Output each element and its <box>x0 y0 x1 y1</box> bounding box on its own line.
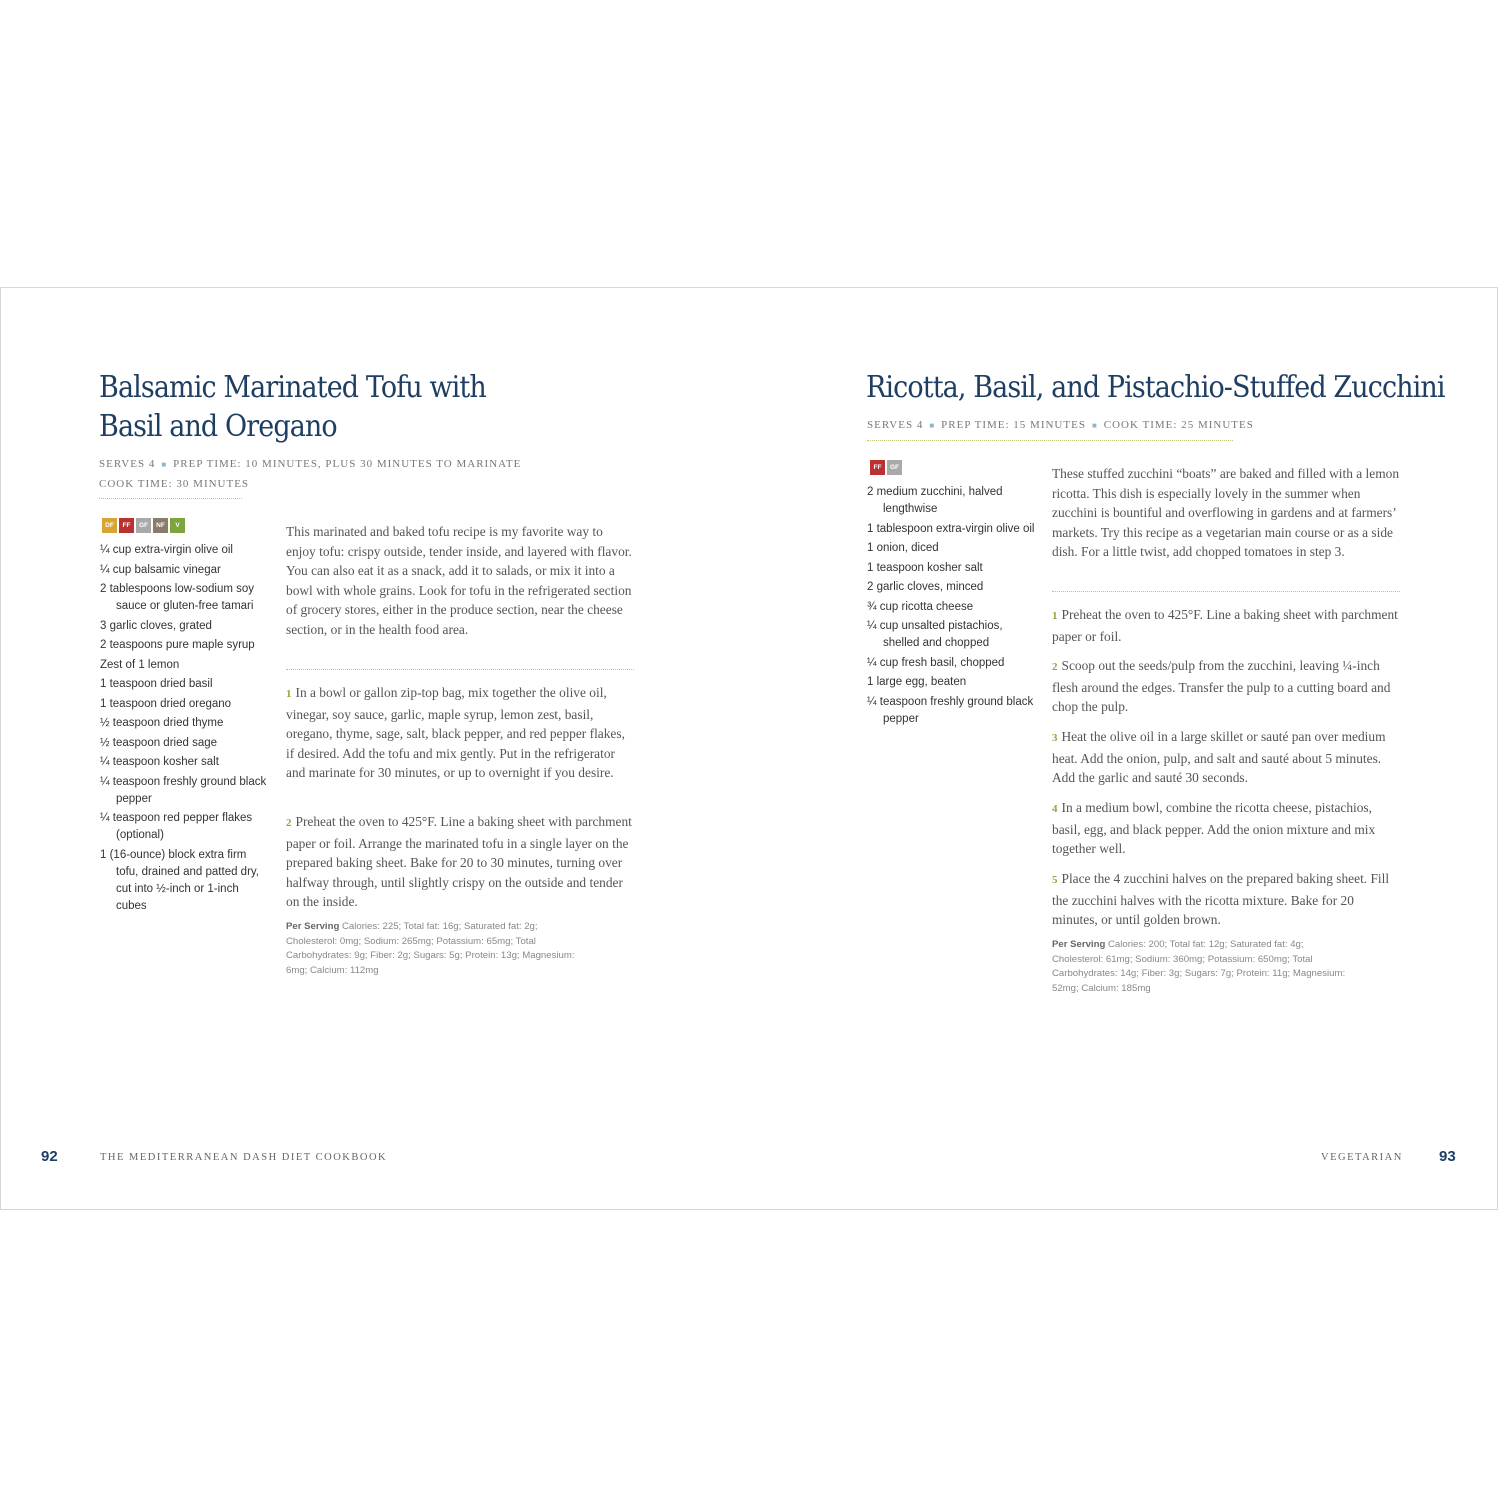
left-diet-tags <box>102 518 185 533</box>
step-number: 1 <box>1052 610 1058 622</box>
right-intro-rule <box>1052 591 1400 592</box>
left-step-1 <box>286 683 634 783</box>
step-text: Heat the olive oil in a large skillet or sauté pan over medium heat. Add the onion, pulp, and salt and sauté about 5 minutes. Add the garlic and sauté 30 seconds. <box>1052 729 1386 785</box>
right-serves: SERVES 4 <box>867 419 924 431</box>
right-ingredient-list <box>867 484 1037 730</box>
diet-tag-freezer-friendly: FF <box>870 460 885 475</box>
ingredient-item: ¼ teaspoon freshly ground black pepper <box>867 695 1034 725</box>
nutrition-label: Per Serving <box>286 921 340 932</box>
step-number: 5 <box>1052 874 1058 886</box>
left-recipe-title <box>99 368 486 446</box>
ingredient-item: 1 large egg, beaten <box>867 676 967 688</box>
ingredient-item: Zest of 1 lemon <box>100 658 180 671</box>
diet-tag-gluten-free: GF <box>136 518 151 533</box>
ingredient-item: ¼ cup fresh basil, chopped <box>867 656 1005 669</box>
ingredient-item: 3 garlic cloves, grated <box>100 619 212 632</box>
right-recipe-meta <box>867 416 1254 436</box>
diet-tag-dairy-free: DF <box>102 518 117 533</box>
left-title-line-2: Basil and Oregano <box>99 409 337 444</box>
nutrition-label: Per Serving <box>1052 939 1106 950</box>
left-ingredient-list <box>100 542 270 917</box>
step-text: Preheat the oven to 425°F. Line a baking sheet with parchment paper or foil. Arrange the marinated tofu in a single layer on the prepared baking sheet. Bake for 20 to 30 minutes, turning over halfway through, until slightly crispy on the outside and tender on the inside. <box>286 814 632 909</box>
right-step-4 <box>1052 798 1400 859</box>
ingredient-item: 1 (16-ounce) block extra firm tofu, drained and patted dry, cut into ½-inch or 1-inch cubes <box>100 848 259 912</box>
ingredient-item: ¼ teaspoon red pepper flakes (optional) <box>100 812 253 841</box>
ingredient-item: ½ teaspoon dried thyme <box>100 717 224 729</box>
ingredient-item: 1 teaspoon dried oregano <box>100 697 232 710</box>
ingredient-item: 1 tablespoon extra-virgin olive oil <box>867 522 1035 535</box>
right-step-3 <box>1052 727 1400 788</box>
nutrition-values: Calories: 225; Total fat: 16g; Saturated fat: 2g; Cholesterol: 0mg; Sodium: 265mg; Potassium: 65mg; Total Carbohydrates: 9g; Fiber: 2g; Sugars: 5g; Protein: 13g; Magnesium: 6mg; Calcium: 112mg <box>286 921 575 976</box>
ingredient-item: 2 tablespoons low-sodium soy sauce or gluten-free tamari <box>100 583 255 612</box>
right-cook-time: COOK TIME: 25 MINUTES <box>1103 419 1254 431</box>
left-intro-rule <box>286 669 634 670</box>
right-title-line-1: Ricotta, Basil, and Pistachio-Stuffed Zucchini <box>866 370 1445 405</box>
ingredient-item: ¼ cup unsalted pistachios, shelled and chopped <box>867 620 1003 649</box>
ingredient-item: ¼ teaspoon kosher salt <box>100 756 219 768</box>
right-running-head: VEGETARIAN <box>1321 1152 1403 1163</box>
right-nutrition-facts <box>1052 938 1352 996</box>
step-number: 1 <box>286 688 292 700</box>
ingredient-item: ¼ teaspoon freshly ground black pepper <box>100 775 267 805</box>
diet-tag-vegan: V <box>170 518 185 533</box>
step-number: 2 <box>286 817 292 829</box>
right-diet-tags <box>870 460 902 475</box>
ingredient-item: 1 onion, diced <box>867 542 939 554</box>
left-recipe-meta <box>99 455 521 494</box>
diet-tag-freezer-friendly: FF <box>119 518 134 533</box>
left-title-line-1: Balsamic Marinated Tofu with <box>99 370 486 405</box>
step-text: Place the 4 zucchini halves on the prepared baking sheet. Fill the zucchini halves with the ricotta mixture. Bake for 20 minutes, or until golden brown. <box>1052 871 1390 927</box>
ingredient-item: 2 teaspoons pure maple syrup <box>100 639 255 651</box>
ingredient-item: ¼ cup extra-virgin olive oil <box>100 544 233 556</box>
left-meta-rule <box>99 498 242 499</box>
left-serves: SERVES 4 <box>99 458 156 470</box>
ingredient-item: ¾ cup ricotta cheese <box>867 600 974 613</box>
left-page-number: 92 <box>41 1148 58 1165</box>
ingredient-item: 1 teaspoon dried basil <box>100 678 213 690</box>
left-cook-time: COOK TIME: 30 MINUTES <box>99 477 250 490</box>
ingredient-item: ½ teaspoon dried sage <box>100 736 218 749</box>
ingredient-item: 2 medium zucchini, halved lengthwise <box>867 486 1003 515</box>
left-prep-time: PREP TIME: 10 MINUTES, PLUS 30 MINUTES TO MARINATE <box>173 458 522 470</box>
right-page-number: 93 <box>1439 1148 1456 1165</box>
left-step-2 <box>286 812 634 912</box>
right-intro: These stuffed zucchini “boats” are baked and filled with a lemon ricotta. This dish is especially lovely in the summer when zucchini is bountiful and overflowing in gardens and at farmers’ markets. Try this recipe as a vegetarian main course or as a side dish. For a little twist, add chopped tomatoes in step 3. <box>1052 466 1400 559</box>
diet-tag-gluten-free: GF <box>887 460 902 475</box>
step-text: Preheat the oven to 425°F. Line a baking sheet with parchment paper or foil. <box>1052 607 1398 644</box>
step-number: 4 <box>1052 803 1058 815</box>
nutrition-values: Calories: 200; Total fat: 12g; Saturated fat: 4g; Cholesterol: 61mg; Sodium: 360mg; Potassium: 650mg; Total Carbohydrates: 14g; Fiber: 3g; Sugars: 7g; Protein: 11g; Magnesium: 52mg; Calcium: 185mg <box>1052 939 1346 994</box>
right-step-5 <box>1052 869 1400 930</box>
step-text: In a bowl or gallon zip-top bag, mix together the olive oil, vinegar, soy sauce, garlic, maple syrup, lemon zest, basil, oregano, thyme, sage, salt, black pepper, and red pepper flakes, if desired. Add the tofu and mix gently. Put in the refrigerator and marinate for 30 minutes, or up to overnight if you desire. <box>286 685 625 780</box>
book-spread <box>0 287 1498 1210</box>
step-text: Scoop out the seeds/pulp from the zucchini, leaving ¼-inch flesh around the edges. Transfer the pulp to a cutting board and chop the pulp. <box>1052 658 1391 714</box>
bullet-icon: ■ <box>161 460 168 469</box>
ingredient-item: 1 teaspoon kosher salt <box>867 561 983 574</box>
right-prep-time: PREP TIME: 15 MINUTES <box>941 419 1086 431</box>
bullet-icon: ■ <box>929 421 936 430</box>
bullet-icon: ■ <box>1091 421 1098 430</box>
step-number: 2 <box>1052 661 1058 673</box>
right-step-1 <box>1052 605 1400 646</box>
ingredient-item: 2 garlic cloves, minced <box>867 581 984 593</box>
step-number: 3 <box>1052 732 1058 744</box>
left-running-head: THE MEDITERRANEAN DASH DIET COOKBOOK <box>100 1152 388 1163</box>
left-nutrition-facts <box>286 920 586 978</box>
left-intro: This marinated and baked tofu recipe is my favorite way to enjoy tofu: crispy outside, tender inside, and layered with flavor. You can also eat it as a snack, add it to salads, or mix it into a bowl with whole grains. Look for tofu in the refrigerated section of grocery stores, either in the produce section, near the cheese section, or in the health food area. <box>286 524 632 637</box>
right-recipe-title <box>866 368 1445 407</box>
ingredient-item: ¼ cup balsamic vinegar <box>100 563 221 576</box>
diet-tag-nut-free: NF <box>153 518 168 533</box>
step-text: In a medium bowl, combine the ricotta cheese, pistachios, basil, egg, and black pepper. Add the onion mixture and mix together well. <box>1052 800 1376 856</box>
right-step-2 <box>1052 656 1400 717</box>
right-meta-rule <box>867 440 1233 441</box>
